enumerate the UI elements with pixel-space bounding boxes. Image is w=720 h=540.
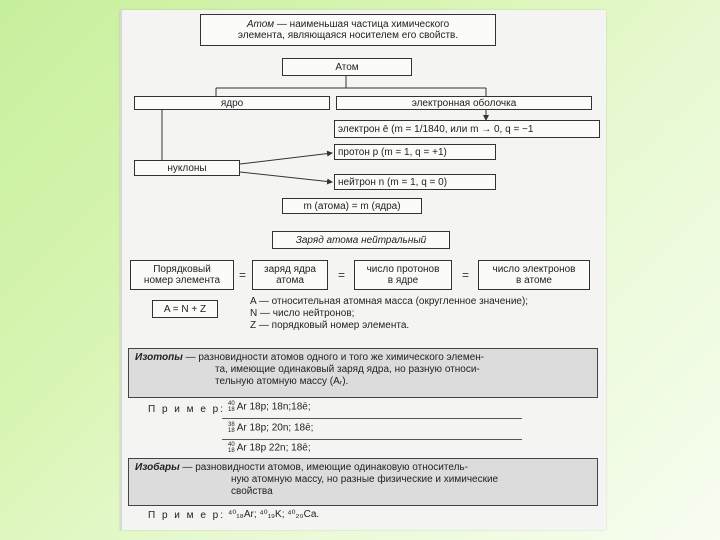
equals-sign-2: =	[338, 268, 346, 282]
equals-sign-1: =	[239, 268, 247, 282]
textbook-page	[120, 10, 606, 530]
nuclear-line-2: атома	[276, 275, 304, 286]
legend-a: A — относительная атомная масса (округленное значение);	[250, 296, 529, 307]
isotopes-definition	[128, 348, 598, 398]
isotope-example-1: 40 18 Ar 18p; 18n;18ē;	[228, 401, 311, 413]
ordinal-line-1: Порядковый	[153, 264, 211, 275]
isobars-term: Изобары	[135, 462, 180, 473]
electron-box: электрон ē (m = 1/1840, или m → 0, q = −1	[334, 120, 600, 138]
electrons-line-2: в атоме	[516, 275, 552, 286]
protons-line-2: в ядре	[387, 275, 419, 286]
isobars-definition	[128, 458, 598, 506]
equals-sign-3: =	[462, 268, 470, 282]
definition-term: Атом	[246, 19, 275, 30]
ordinal-number-box	[130, 260, 234, 290]
definition-text-2: элемента, являющаяся носителем его свойств.	[237, 30, 459, 41]
divider	[222, 439, 522, 440]
nucleons-box: нуклоны	[134, 160, 240, 176]
divider	[222, 418, 522, 419]
formula-box: A = N + Z	[152, 300, 218, 318]
atom-definition-box	[200, 14, 496, 46]
electron-count-box	[478, 260, 590, 290]
legend-n: N — число нейтронов;	[250, 308, 355, 319]
nucleus-box: ядро	[134, 96, 330, 110]
charge-box: Заряд атома нейтральный	[272, 231, 450, 249]
isotope-example-2: 38 18 Ar 18p; 20n; 18ē;	[228, 422, 314, 434]
isobars-example: ⁴⁰₁₈Ar; ⁴⁰₁₉K; ⁴⁰₂₀Ca.	[228, 509, 320, 520]
proton-count-box	[354, 260, 452, 290]
nuclear-line-1: заряд ядра	[264, 264, 316, 275]
isotopes-line-1: — разновидности атомов одного и того же химического элемен-	[182, 352, 485, 363]
isobars-line-3: свойства	[231, 486, 273, 497]
isobars-line-2: ную атомную массу, но разные физические и химические	[231, 474, 499, 485]
atom-box: Атом	[282, 58, 412, 76]
isotope-example-3: 40 18 Ar 18p 22n; 18ē;	[228, 442, 311, 454]
isotopes-line-3: тельную атомную массу (Aᵣ).	[215, 376, 349, 387]
isotopes-line-2: та, имеющие одинаковый заряд ядра, но разную относи-	[215, 364, 480, 375]
mass-box: m (атома) = m (ядра)	[282, 198, 422, 214]
legend-z: Z — порядковый номер элемента.	[250, 320, 410, 331]
isobars-example-label: П р и м е р:	[148, 510, 226, 521]
isotopes-term: Изотопы	[135, 352, 183, 363]
protons-line-1: число протонов	[366, 264, 440, 275]
isobars-line-1: — разновидности атомов, имеющие одинаковую относитель-	[179, 462, 468, 473]
neutron-box: нейтрон n (m = 1, q = 0)	[334, 174, 496, 190]
formula-legend	[250, 296, 528, 332]
proton-box: протон p (m = 1, q = +1)	[334, 144, 496, 160]
definition-text-1: — наименьшая частица химического	[274, 19, 450, 30]
ordinal-line-2: номер элемента	[143, 275, 221, 286]
nuclear-charge-box	[252, 260, 328, 290]
electron-shell-box: электронная оболочка	[336, 96, 592, 110]
electrons-line-1: число электронов	[492, 264, 576, 275]
isotopes-example-label: П р и м е р:	[148, 404, 226, 415]
